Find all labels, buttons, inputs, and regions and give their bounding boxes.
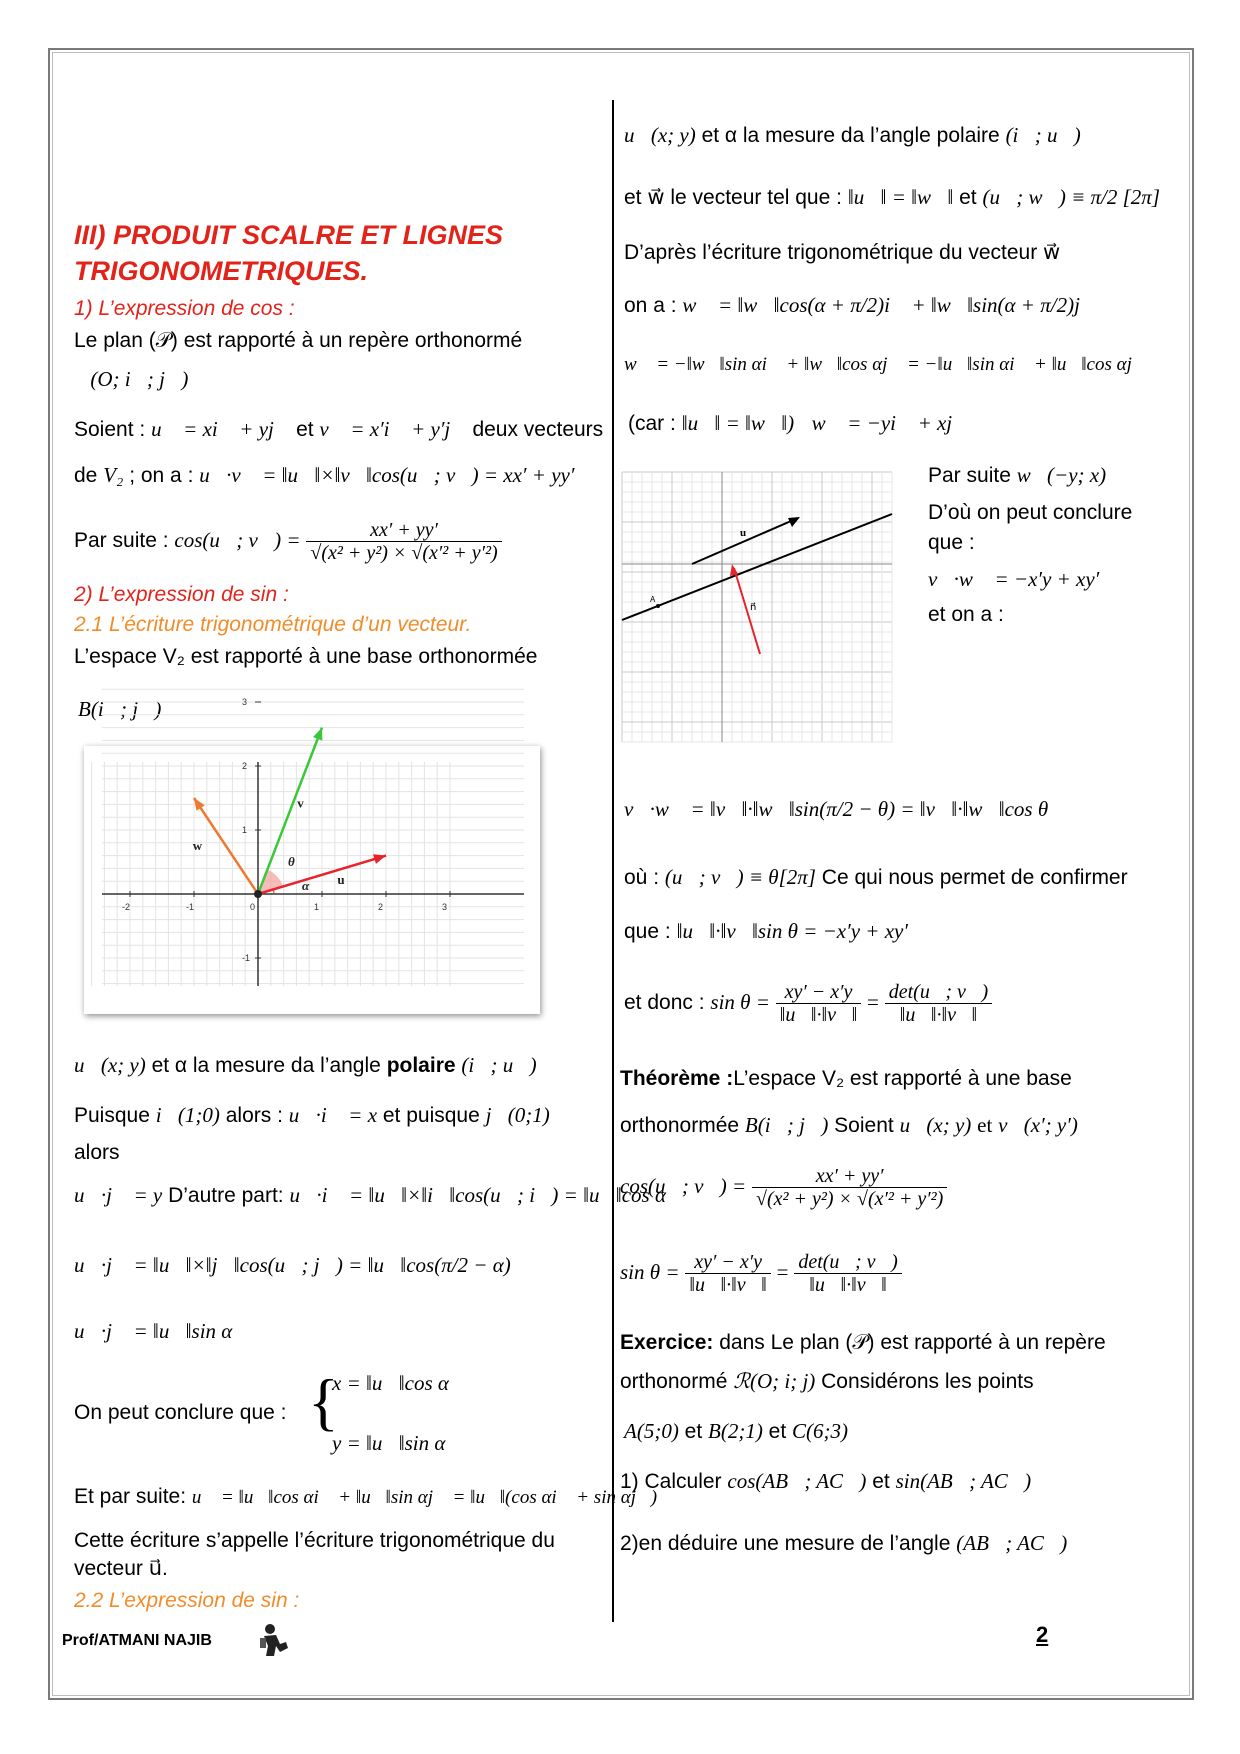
- vector-v-shaft: [258, 728, 322, 894]
- r-vw-formula: v⃗·w⃗ = −x′y + xy′: [928, 567, 1100, 591]
- r-det-den2: ‖u⃗‖·‖v⃗‖: [809, 1273, 887, 1296]
- r-et-word: et: [959, 186, 977, 209]
- r-car-eq: ‖u⃗‖ = ‖w⃗‖): [681, 411, 795, 435]
- vector-n-head: [730, 564, 738, 576]
- alors-word: alors :: [225, 1104, 283, 1127]
- r-v-xy: v⃗(x′; y′): [998, 1113, 1078, 1137]
- r-ou-word: où :: [624, 866, 660, 889]
- dot-product-formula: u⃗·v⃗ = ‖u⃗‖×‖v⃗‖cos(u⃗; v⃗) = xx′ + yy′: [199, 463, 575, 487]
- polaire-word: polaire: [386, 1054, 456, 1077]
- r-sin-theorem-line: sin θ = $\frac{xy' - x'y}{‖u⃗‖\cdot‖v⃗‖}$ = $\frac{\det(u⃗; v⃗)}{‖u⃗‖\cdot‖v⃗‖}$: [620, 1240, 902, 1304]
- x-tick-label: 1: [314, 902, 320, 912]
- r-orthonormee: orthonormée: [620, 1114, 740, 1137]
- q2-text: 2)en déduire une mesure de l’angle: [620, 1532, 951, 1555]
- y-tick-label: 3: [242, 697, 248, 707]
- y-tick-label: 1: [242, 825, 248, 835]
- vecteur-u-text: vecteur u⃗.: [74, 1557, 168, 1580]
- label-u: u⃗: [337, 872, 355, 888]
- vector-w-head: [194, 798, 205, 811]
- r-ou-line: [624, 864, 1128, 891]
- r-angle-iu: (i⃗; u⃗): [1005, 123, 1081, 147]
- y-tick-label: 2: [242, 761, 248, 771]
- r-soient: Soient: [834, 1114, 894, 1137]
- reader-icon: [258, 1622, 292, 1658]
- et-puisque-word: et puisque: [382, 1104, 480, 1127]
- cos-denominator: √(x² + y²) × √(x′² + y′²): [310, 541, 498, 564]
- r-points-line: [624, 1418, 848, 1445]
- system-y: y = ‖u⃗‖sin α: [332, 1431, 446, 1455]
- origin-point: [254, 890, 262, 898]
- r-w-simple: w⃗ = −yi⃗ + xj⃗: [811, 411, 969, 435]
- r-u-xy2: u⃗(x; y): [899, 1113, 972, 1137]
- label-a: A: [650, 595, 656, 604]
- point-a: A(5;0): [624, 1419, 679, 1443]
- r-vw-sin-formula: v⃗·w⃗ = ‖v⃗‖·‖w⃗‖sin(π/2 − θ) = ‖v⃗‖·‖w⃗‖cos θ: [624, 797, 1049, 821]
- r-et-b: et: [768, 1420, 787, 1443]
- q1-sin: sin(AB⃗; AC⃗): [895, 1469, 1032, 1493]
- vector-u-head: [373, 854, 386, 864]
- label-theta: θ: [288, 854, 295, 869]
- plan-text: Le plan (𝒫) est rapporté à un repère orthonormé: [74, 329, 523, 352]
- r-norm-eq: ‖u⃗‖ = ‖w⃗‖: [847, 185, 954, 209]
- r-orthonorme: orthonormé: [620, 1370, 728, 1393]
- r-u-coords: u⃗(x; y): [624, 123, 696, 147]
- soients-line: [74, 416, 603, 443]
- angle-iu: (i⃗; u⃗): [461, 1053, 537, 1077]
- r-sin-den: ‖u⃗‖·‖v⃗‖: [779, 1003, 858, 1026]
- et-par-suite-word: Et par suite:: [74, 1485, 187, 1508]
- uj-sin-formula: u⃗·j⃗ = ‖u⃗‖sin α: [74, 1319, 233, 1343]
- puisque-line: [74, 1102, 550, 1129]
- r-exercice-label: Exercice:: [620, 1331, 714, 1354]
- r-et2: et: [977, 1113, 993, 1137]
- cos-numerator: xx′ + yy′: [306, 519, 501, 542]
- x-tick-label: -2: [122, 902, 131, 912]
- grid-plot: [622, 472, 892, 742]
- r-sin-num2: xy′ − x′y: [685, 1251, 770, 1274]
- r-et-on-a: et on a :: [928, 603, 1004, 626]
- r-angle-uw: (u⃗; w⃗) ≡ π/2 [2π]: [982, 185, 1160, 209]
- r-theoreme-text: L’espace V₂ est rapporté à une base: [733, 1067, 1072, 1090]
- cos-lhs: cos(u⃗; v⃗) =: [174, 528, 301, 552]
- uj-equals-y: u⃗·j⃗ = y: [74, 1183, 163, 1207]
- r-exercice-line: [620, 1330, 1106, 1356]
- r-sin-fraction2: [685, 1251, 770, 1296]
- system-x: x = ‖u⃗‖cos α: [332, 1371, 449, 1395]
- r-det-den: ‖u⃗‖·‖v⃗‖: [899, 1003, 978, 1026]
- r-car-line: [628, 410, 968, 437]
- r-exercice-text: dans Le plan (𝒫) est rapporté à un repère: [719, 1331, 1106, 1354]
- r-sin-fraction: [776, 981, 861, 1026]
- r-base-line: [620, 1112, 1078, 1139]
- r-cos-lhs: cos(u⃗; v⃗) =: [620, 1174, 747, 1198]
- alpha-text: et α la mesure da l’angle: [151, 1054, 381, 1077]
- author-name: Prof/ATMANI NAJIB: [62, 1632, 212, 1649]
- r-sin-num: xy′ − x′y: [776, 981, 861, 1004]
- v-definition: v⃗ = x′i⃗ + y′j⃗: [319, 417, 467, 441]
- r-theta-def: (u⃗; v⃗) ≡ θ[2π]: [664, 865, 816, 889]
- system-brace: {: [308, 1366, 339, 1437]
- repere-formula: ℛ(O; i⃗; j⃗): [74, 367, 189, 391]
- u-polar-line: [74, 1052, 537, 1079]
- r-w-coords: w⃗(−y; x): [1016, 463, 1107, 487]
- r-question1: [620, 1468, 1031, 1495]
- r-cos-den: √(x² + y²) × √(x′² + y′²): [755, 1187, 944, 1210]
- x-tick-label: -1: [186, 902, 195, 912]
- point-b: B(2;1): [708, 1419, 763, 1443]
- r-et-donc: et donc :: [624, 991, 705, 1014]
- section-title-line1: III) PRODUIT SCALRE ET LIGNES: [74, 220, 504, 250]
- r-que2-word: que :: [624, 920, 671, 943]
- r-repere: ℛ(O; i; j): [733, 1369, 816, 1393]
- page-number: 2: [1036, 1622, 1049, 1647]
- x-tick-label: 3: [442, 902, 448, 912]
- section-title-line2: TRIGONOMETRIQUES.: [74, 256, 369, 286]
- uj-formula: u⃗·j⃗ = ‖u⃗‖×‖j⃗‖cos(u⃗; j⃗) = ‖u⃗‖cos(π/2 − α): [74, 1253, 511, 1277]
- r-theoreme-label: Théorème :: [620, 1067, 734, 1090]
- q2-angle: (AB⃗; AC⃗): [956, 1531, 1068, 1555]
- autre-part-line: [74, 1182, 666, 1209]
- ui-equals-x: u⃗·i⃗ = x: [288, 1103, 378, 1127]
- deux-vecteurs-text: deux vecteurs: [472, 418, 604, 441]
- cos-fraction: [306, 519, 501, 564]
- label-w: w⃗: [192, 838, 213, 854]
- j-coords: j⃗(0;1): [485, 1103, 550, 1127]
- r-sin-theta-line: et donc : sin θ = $\frac{xy' - x'y}{‖u⃗‖\cdot‖v⃗‖}$ = $\frac{\det(u⃗; v⃗)}{‖u⃗‖\cdot‖v⃗‖}$: [624, 970, 992, 1034]
- x-tick-label: 2: [378, 902, 384, 912]
- q1-cos: cos(AB⃗; AC⃗): [727, 1469, 867, 1493]
- r-question2: [620, 1530, 1067, 1557]
- subsection-sin: 2) L’expression de sin :: [74, 583, 289, 606]
- r-det-num: det(u⃗; v⃗): [885, 981, 992, 1004]
- r-dapres-text: D’après l’écriture trigonométrique du vecteur w⃗: [624, 241, 1061, 264]
- base-formula: B(i⃗; j⃗): [78, 697, 162, 721]
- r-w-formula2: w⃗ = −‖w⃗‖sin αi⃗ + ‖w⃗‖cos αj⃗ = −‖u⃗‖sin αi⃗ + ‖u⃗‖cos αj⃗: [624, 354, 1147, 375]
- r-et-a: et: [684, 1420, 703, 1443]
- r-et-w-text: et w⃗ le vecteur tel que :: [624, 186, 842, 209]
- r-dou-text: D’où on peut conclure: [928, 501, 1133, 524]
- de-word: de: [74, 464, 98, 487]
- grid-figure: [622, 472, 892, 742]
- subsection-sin-expression: 2.2 L’expression de sin :: [74, 1589, 300, 1612]
- r-sin-lhs2: sin θ =: [620, 1260, 680, 1284]
- r-car-word: (car :: [628, 412, 676, 435]
- r-u-polar-line: [624, 122, 1081, 149]
- q1-et: et: [872, 1470, 890, 1493]
- column-divider: [612, 100, 614, 1622]
- r-sin-lhs: sin θ =: [710, 990, 770, 1014]
- r-det-fraction2: [794, 1251, 901, 1296]
- label-u: u⃗: [740, 527, 755, 539]
- r-base: B(i⃗; j⃗): [744, 1113, 829, 1137]
- dot-product-line: [74, 462, 574, 489]
- r-w-def-line: [624, 184, 1160, 211]
- v2-space: V₂: [103, 463, 124, 487]
- y-tick-label: -1: [242, 953, 251, 963]
- soient-label: Soient :: [74, 418, 146, 441]
- r-alpha-text: et α la mesure da l’angle polaire: [701, 124, 1000, 147]
- point-c: C(6;3): [792, 1419, 849, 1443]
- r-cos-theorem-line: [620, 1154, 947, 1218]
- r-par-suite-line: [928, 462, 1106, 489]
- r-que-text: que :: [928, 531, 975, 554]
- r-w-formula1-line: [624, 292, 1096, 319]
- q1-text: 1) Calculer: [620, 1470, 722, 1493]
- trig-form-formula: u⃗ = ‖u⃗‖cos αi⃗ + ‖u⃗‖sin αj⃗ = ‖u⃗‖(cos αi⃗ + sin αj⃗): [191, 1487, 658, 1508]
- r-det-fraction: [885, 981, 992, 1026]
- label-alpha: α: [302, 878, 310, 893]
- grid-plot-grid: [622, 472, 892, 742]
- r-considerons: Considérons les points: [821, 1370, 1034, 1393]
- point-a-mark: [656, 604, 660, 608]
- r-sin-rel-line: [624, 918, 908, 945]
- r-sin-den2: ‖u⃗‖·‖v⃗‖: [689, 1273, 767, 1296]
- r-confirmer-text: Ce qui nous permet de confirmer: [821, 866, 1128, 889]
- r-theoreme-line: [620, 1066, 1072, 1092]
- label-v: v⃗: [297, 795, 314, 811]
- i-coords: i⃗(1;0): [155, 1103, 220, 1127]
- cette-ecriture-text: Cette écriture s’appelle l’écriture trigonométrique du: [74, 1529, 555, 1552]
- r-w-formula1: w⃗ = ‖w⃗‖cos(α + π/2)i⃗ + ‖w⃗‖sin(α + π/2)j⃗: [682, 293, 1097, 317]
- r-cos-num: xx′ + yy′: [752, 1165, 947, 1188]
- subsection-trig-writing: 2.1 L’écriture trigonométrique d’un vecteur.: [74, 613, 472, 636]
- par-suite-label: Par suite :: [74, 529, 169, 552]
- alors-line: alors: [74, 1141, 120, 1164]
- r-cos-fraction: [752, 1165, 947, 1210]
- puisque-word: Puisque: [74, 1104, 150, 1127]
- r-det-num2: det(u⃗; v⃗): [794, 1251, 901, 1274]
- autre-part-word: D’autre part:: [168, 1184, 284, 1207]
- r-par-suite: Par suite: [928, 464, 1011, 487]
- trig-form-line: [74, 1484, 657, 1511]
- on-a-text: ; on a :: [129, 464, 194, 487]
- r-repere-line: [620, 1368, 1034, 1395]
- espace-text: L’espace V₂ est rapporté à une base orthonormée: [74, 645, 538, 668]
- r-on-a: on a :: [624, 294, 677, 317]
- ui-formula: u⃗·i⃗ = ‖u⃗‖×‖i⃗‖cos(u⃗; i⃗) = ‖u⃗‖cos α: [289, 1183, 666, 1207]
- x-tick-label: 0: [250, 902, 256, 912]
- u-definition: u⃗ = xi⃗ + yj⃗: [151, 417, 291, 441]
- cos-formula-line: [74, 510, 502, 570]
- r-sin-rel: ‖u⃗‖·‖v⃗‖sin θ = −x′y + xy′: [676, 919, 908, 943]
- u-coords: u⃗(x; y): [74, 1053, 146, 1077]
- et-word: et: [296, 418, 314, 441]
- subsection-cos: 1) L’expression de cos :: [74, 297, 295, 320]
- conclure-text: On peut conclure que :: [74, 1401, 287, 1424]
- label-n: n⃗: [750, 602, 757, 613]
